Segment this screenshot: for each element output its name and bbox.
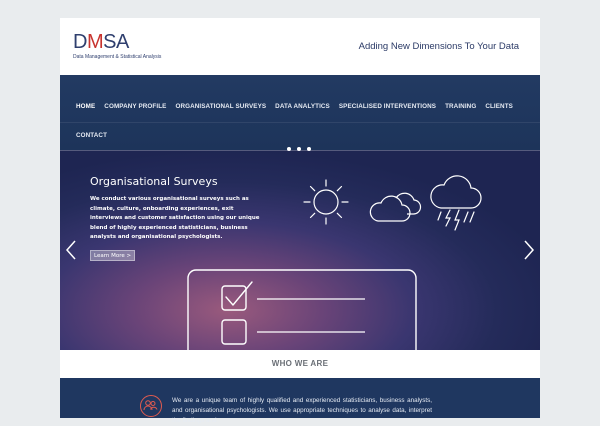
logo-letters-sa: SA — [103, 31, 129, 53]
who-we-are-section — [60, 378, 540, 424]
logo-letter-d: D — [73, 31, 87, 53]
team-icon — [140, 395, 162, 417]
nav-item-training[interactable]: TRAINING — [445, 103, 477, 110]
cloud-icon — [370, 193, 420, 221]
who-caret — [294, 45, 308, 52]
team-glyph — [141, 396, 160, 415]
nav-item-contact[interactable]: CONTACT — [76, 132, 108, 139]
slider-dot-1[interactable] — [287, 147, 291, 151]
logo-letter-m: M — [86, 31, 104, 53]
slider-dot-3[interactable] — [307, 147, 311, 151]
slide-text: We conduct various organisational surveys such as climate, culture, onboarding experiences, exit interviews and customer satisfaction using our unique blend of highly experienced statisticians, business analysts and organisational psychologists. — [90, 196, 260, 241]
right-arrow-icon[interactable] — [522, 239, 536, 261]
nav-item-company-profile[interactable]: COMPANY PROFILE — [104, 103, 167, 110]
storm-cloud-icon — [431, 176, 481, 230]
hero-slider — [60, 150, 540, 350]
learn-more-button[interactable]: Learn More > — [90, 250, 135, 261]
page-frame — [60, 18, 540, 424]
tagline: Adding New Dimensions To Your Data — [358, 41, 519, 52]
sun-icon — [304, 180, 348, 224]
slide-title: Organisational Surveys — [90, 175, 218, 188]
main-nav — [60, 75, 540, 150]
logo-mark — [73, 32, 161, 52]
checkbox-empty-icon — [222, 320, 246, 344]
nav-item-home[interactable]: HOME — [76, 103, 96, 110]
nav-divider — [60, 122, 540, 123]
who-we-are-tab — [60, 350, 540, 378]
slider-dot-2[interactable] — [297, 147, 301, 151]
nav-row-1 — [76, 103, 522, 110]
nav-item-clients[interactable]: CLIENTS — [485, 103, 513, 110]
nav-item-organisational-surveys[interactable]: ORGANISATIONAL SURVEYS — [175, 103, 267, 110]
left-arrow-icon[interactable] — [64, 239, 78, 261]
nav-row-2 — [76, 132, 116, 139]
logo[interactable] — [73, 32, 161, 60]
nav-item-specialised-interventions[interactable]: SPECIALISED INTERVENTIONS — [338, 103, 437, 110]
nav-item-data-analytics[interactable]: DATA ANALYTICS — [275, 103, 330, 110]
logo-subtitle: Data Management & Statistical Analysis — [73, 54, 162, 60]
who-we-are-title: WHO WE ARE — [271, 359, 329, 368]
who-we-are-text: We are a unique team of highly qualified and experienced statisticians, business analysts, and organisational psychologists. We use appropriate techniques to analyse data, interpret the findings and — [172, 397, 432, 424]
checkbox-checked-icon — [222, 282, 252, 310]
slider-dots — [287, 147, 311, 151]
